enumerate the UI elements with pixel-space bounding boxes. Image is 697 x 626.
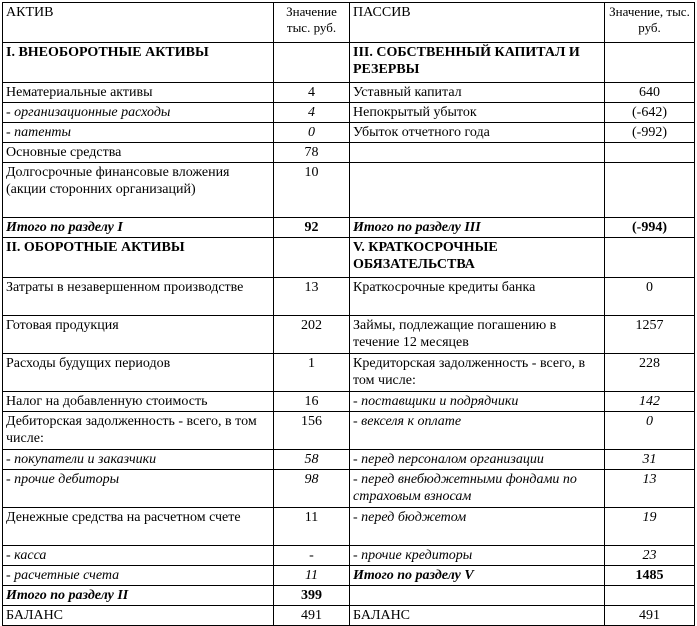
row-label: - прочие дебиторы xyxy=(3,470,274,508)
row-label: Затраты в незавершенном производстве xyxy=(3,278,274,316)
row-label: - расчетные счета xyxy=(3,566,274,586)
table-row xyxy=(3,163,695,218)
value-cell: 58 xyxy=(274,450,350,470)
table-row xyxy=(3,586,695,606)
row-label: - поставщики и подрядчики xyxy=(350,392,605,412)
table-header-row xyxy=(3,3,695,43)
section-heading: I. ВНЕОБОРОТНЫЕ АКТИВЫ xyxy=(3,43,274,83)
value-cell xyxy=(274,43,350,83)
value-cell: 142 xyxy=(605,392,695,412)
row-label: Уставный капитал xyxy=(350,83,605,103)
value-cell: 98 xyxy=(274,470,350,508)
section-heading: III. СОБСТВЕННЫЙ КАПИТАЛ И РЕЗЕРВЫ xyxy=(350,43,605,83)
table-row xyxy=(3,123,695,143)
table-row xyxy=(3,143,695,163)
value-cell: 10 xyxy=(274,163,350,218)
value-cell: (-992) xyxy=(605,123,695,143)
balance-label: БАЛАНС xyxy=(3,606,274,626)
value-cell: 0 xyxy=(605,412,695,450)
row-label: Расходы будущих периодов xyxy=(3,354,274,392)
subtotal-value: 1485 xyxy=(605,566,695,586)
value-cell: 0 xyxy=(605,278,695,316)
table-row xyxy=(3,546,695,566)
row-label: - перед бюджетом xyxy=(350,508,605,546)
subtotal-value: 92 xyxy=(274,218,350,238)
row-label xyxy=(350,586,605,606)
row-label: Налог на добавленную стоимость xyxy=(3,392,274,412)
row-label: - перед персоналом организации xyxy=(350,450,605,470)
row-label xyxy=(350,143,605,163)
row-label: Готовая продукция xyxy=(3,316,274,354)
row-label: - патенты xyxy=(3,123,274,143)
value-cell: 202 xyxy=(274,316,350,354)
header-passiv-value: Значение, тыс. руб. xyxy=(605,3,695,43)
table-row xyxy=(3,103,695,123)
row-label: Непокрытый убыток xyxy=(350,103,605,123)
subtotal-label: Итого по разделу III xyxy=(350,218,605,238)
header-aktiv: АКТИВ xyxy=(3,3,274,43)
header-passiv: ПАССИВ xyxy=(350,3,605,43)
subtotal-label: Итого по разделу II xyxy=(3,586,274,606)
value-cell: 640 xyxy=(605,83,695,103)
row-label: - перед внебюджетными фондами по страховым взносам xyxy=(350,470,605,508)
row-label: - прочие кредиторы xyxy=(350,546,605,566)
value-cell xyxy=(605,43,695,83)
subtotal-label: Итого по разделу V xyxy=(350,566,605,586)
value-cell: 31 xyxy=(605,450,695,470)
value-cell: 11 xyxy=(274,566,350,586)
value-cell xyxy=(605,143,695,163)
value-cell xyxy=(605,238,695,278)
row-label: - покупатели и заказчики xyxy=(3,450,274,470)
balance-value: 491 xyxy=(605,606,695,626)
table-row xyxy=(3,392,695,412)
value-cell: 4 xyxy=(274,103,350,123)
value-cell: 23 xyxy=(605,546,695,566)
value-cell: 13 xyxy=(605,470,695,508)
subtotal-value: 399 xyxy=(274,586,350,606)
value-cell: (-642) xyxy=(605,103,695,123)
row-label: Краткосрочные кредиты банка xyxy=(350,278,605,316)
row-label xyxy=(350,163,605,218)
table-row xyxy=(3,354,695,392)
section-heading: V. КРАТКОСРОЧНЫЕ ОБЯЗАТЕЛЬСТВА xyxy=(350,238,605,278)
row-label: - векселя к оплате xyxy=(350,412,605,450)
row-label: Убыток отчетного года xyxy=(350,123,605,143)
row-label: Кредиторская задолженность - всего, в том числе: xyxy=(350,354,605,392)
table-row xyxy=(3,278,695,316)
value-cell: - xyxy=(274,546,350,566)
table-row xyxy=(3,316,695,354)
table-row xyxy=(3,566,695,586)
value-cell xyxy=(605,586,695,606)
row-label: Основные средства xyxy=(3,143,274,163)
balance-value: 491 xyxy=(274,606,350,626)
table-row xyxy=(3,412,695,450)
value-cell: 11 xyxy=(274,508,350,546)
row-label: - организационные расходы xyxy=(3,103,274,123)
value-cell xyxy=(605,163,695,218)
header-aktiv-value: Значение тыс. руб. xyxy=(274,3,350,43)
value-cell: 0 xyxy=(274,123,350,143)
value-cell: 1257 xyxy=(605,316,695,354)
row-label: Долгосрочные финансовые вложения (акции сторонних организаций) xyxy=(3,163,274,218)
row-label: Дебиторская задолженность - всего, в том числе: xyxy=(3,412,274,450)
table-row xyxy=(3,83,695,103)
value-cell: 16 xyxy=(274,392,350,412)
table-row xyxy=(3,218,695,238)
row-label: Денежные средства на расчетном счете xyxy=(3,508,274,546)
value-cell: 228 xyxy=(605,354,695,392)
value-cell: 13 xyxy=(274,278,350,316)
value-cell: 19 xyxy=(605,508,695,546)
subtotal-value: (-994) xyxy=(605,218,695,238)
row-label: - касса xyxy=(3,546,274,566)
table-row xyxy=(3,470,695,508)
value-cell: 1 xyxy=(274,354,350,392)
value-cell xyxy=(274,238,350,278)
table-row xyxy=(3,508,695,546)
table-row xyxy=(3,43,695,83)
value-cell: 156 xyxy=(274,412,350,450)
value-cell: 78 xyxy=(274,143,350,163)
section-heading: II. ОБОРОТНЫЕ АКТИВЫ xyxy=(3,238,274,278)
row-label: Нематериальные активы xyxy=(3,83,274,103)
row-label: Займы, подлежащие погашению в течение 12 месяцев xyxy=(350,316,605,354)
value-cell: 4 xyxy=(274,83,350,103)
balance-sheet-table xyxy=(2,2,695,626)
table-row xyxy=(3,238,695,278)
subtotal-label: Итого по разделу I xyxy=(3,218,274,238)
balance-label: БАЛАНС xyxy=(350,606,605,626)
table-row xyxy=(3,450,695,470)
